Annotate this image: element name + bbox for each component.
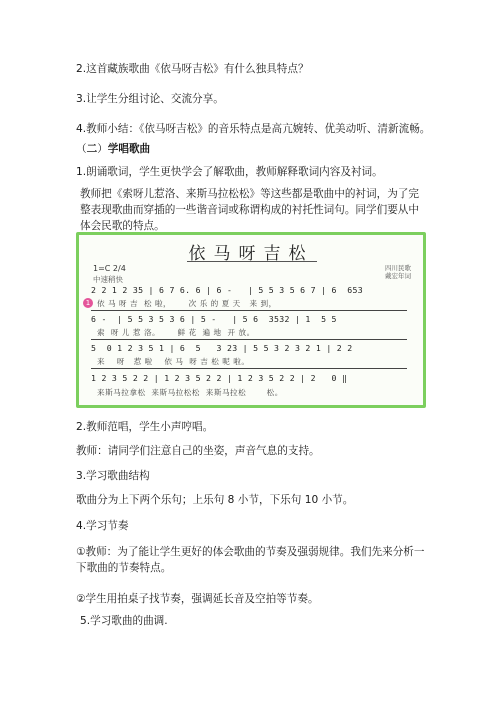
step-5: 5.学习歌曲的曲调.: [80, 615, 168, 627]
sheet-music-image: [76, 232, 426, 408]
section-title: 学唱歌曲: [107, 143, 151, 155]
question-2: 2.这首藏族歌曲《依马呀吉松》有什么独具特点？: [76, 63, 309, 75]
notation-row-2: 6 - | 5 5 3 5 3 6 | 5 - | 5 6 3532 | 1 5 5: [91, 314, 337, 324]
lyrics-row-2: 索 呀 儿 惹 洛。 鲜 花 遍 地 开 放。: [97, 328, 255, 337]
staff-divider: [91, 368, 407, 369]
score-tempo: 中速稍快: [93, 275, 123, 284]
step-4: 4.学习节奏: [76, 520, 129, 532]
score-credit-origin: 四川民歌: [385, 264, 411, 272]
section-paren-close: ）: [97, 143, 108, 155]
section-heading: [76, 141, 150, 157]
verse-number-badge: 1: [83, 298, 93, 308]
section-paren-open: （: [76, 143, 87, 155]
step-2-detail: 教师：请同学们注意自己的坐姿，声音气息的支持。: [76, 445, 320, 457]
step-1: 1.朗诵歌词，学生更快学会了解歌曲，教师解释歌词内容及衬词。: [76, 166, 383, 178]
step-3-detail: 歌曲分为上下两个乐句；上乐句 8 小节，下乐句 10 小节。: [76, 494, 354, 506]
notation-row-1: 2 2 1 2 35 | 6 7 6. 6 | 6 - | 5 5 3 5 6 7 | 6 653: [91, 285, 363, 295]
step-4-students: ②学生用拍桌子找节奏，强调延长音及空拍等节奏。: [76, 593, 319, 605]
lyrics-row-1: 依 马 呀 吉 松 啦， 次 乐 的 夏 天 来 到，: [97, 299, 277, 308]
notation-row-3: 5 0 1 2 3 5 1 | 6 5 3 23 | 5 5 3 2 3 2 1 | 2 2: [91, 343, 353, 353]
score-title: 依马呀吉松: [188, 244, 314, 264]
teacher-summary: 4.教师小结：《依马呀吉松》的音乐特点是高亢婉转、优美动听、清新流畅。: [76, 123, 431, 135]
staff-divider: [91, 310, 407, 311]
score-credit-lyricist: 戴宏年词: [385, 272, 411, 280]
title-underline: [187, 261, 317, 262]
step-3: 3.学习歌曲结构: [76, 470, 150, 482]
score-credit: [385, 264, 411, 280]
notation-row-4: 1 2 3 5 2 2 | 1 2 3 5 2 2 | 1 2 3 5 2 2 | 2 0 ‖: [91, 373, 348, 383]
step-4-teacher: ①教师：为了能让学生更好的体会歌曲的节奏及强弱规律。我们先来分析一下歌曲的节奏特点。: [76, 546, 425, 574]
step-2: 2.教师范唱，学生小声哼唱。: [76, 421, 214, 433]
staff-divider: [91, 339, 407, 340]
section-number: 二: [86, 143, 98, 155]
instruction-3: 3.让学生分组讨论、交流分享。: [76, 93, 224, 105]
score-key-signature: 1=C 2/4: [93, 264, 126, 273]
step-1-detail: 教师把《索呀儿惹洛、来斯马拉松松》等这些都是歌曲中的衬词，为了完整表现歌曲而穿插的一些谐音词或称谓构成的衬托性词句。同学们要从中体会民歌的特点。: [80, 188, 419, 232]
lyrics-row-3: 来 呀 惹 啦 依 马 呀 吉 松 呢 啦。: [97, 357, 250, 366]
lyrics-row-4: 来斯马拉拿松 来斯马拉松松 来斯马拉松 松。: [97, 388, 283, 397]
